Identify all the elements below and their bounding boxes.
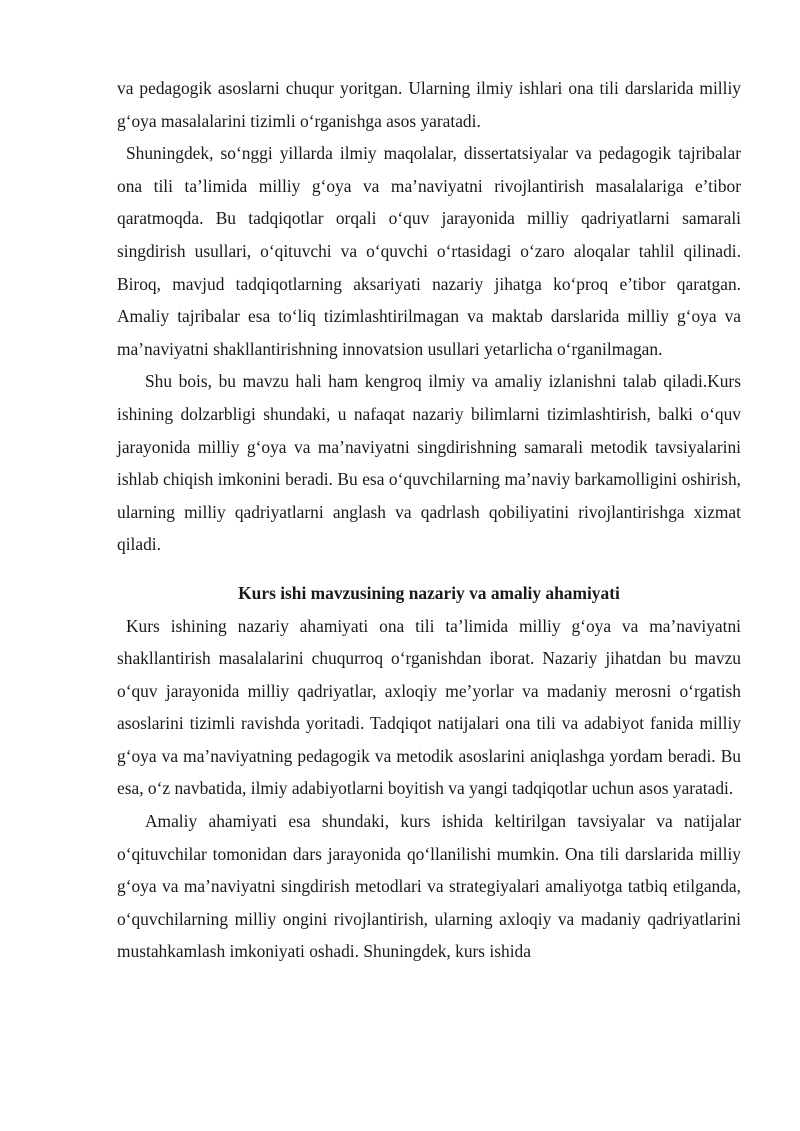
paragraph-practical-significance: Amaliy ahamiyati esa shundaki, kurs ishida keltirilgan tavsiyalar va natijalar o‘qituvchilar tomonidan dars jarayonida qo‘llanilishi mumkin. Ona tili darslarida milliy g‘oya va ma’naviyatni singdirish metodlari va strategiyalari amaliyotga tatbiq etilganda, o‘quvchilarning milliy ongini rivojlantirish, ularning axloqiy va madaniy qadriyatlarini mustahkamlash imkoniyati oshadi. Shuningdek, kurs ishida (117, 811, 741, 962)
paragraph-theoretical-significance: Kurs ishining nazariy ahamiyati ona tili ta’limida milliy g‘oya va ma’naviyatni shakllantirish masalalarini chuqurroq o‘rganishdan iborat. Nazariy jihatdan bu mavzu o‘quv jarayonida milliy qadriyatlar, axloqiy me’yorlar va madaniy merosni o‘rgatish asoslarini tizimli ravishda yoritadi. Tadqiqot natijalari ona tili va adabiyot fanida milliy g‘oya va ma’naviyatning pedagogik va metodik asoslarini aniqlashga yordam beradi. Bu esa, o‘z navbatida, ilmiy adabiyotlarni boyitish va yangi tadqiqotlar uchun asos yaratadi. (117, 615, 741, 799)
paragraph-literature-review: Shuningdek, so‘nggi yillarda ilmiy maqolalar, dissertatsiyalar va pedagogik tajribalar ona tili ta’limida milliy g‘oya va ma’naviyatni rivojlantirish masalalariga e’tibor qaratmoqda. Bu tadqiqotlar orqali o‘quv jarayonida milliy qadriyatlarni samarali singdirish usullari, o‘qituvchi va o‘quvchi o‘rtasidagi o‘zaro aloqalar tahlil qilinadi. Biroq, mavjud tadqiqotlarning aksariyati nazariy jihatga ko‘proq e’tibor qaratgan. Amaliy tajribalar esa to‘liq tizimlashtirilmagan va maktab darslarida milliy g‘oya va ma’naviyatni shakllantirishning innovatsion usullari yetarlicha o‘rganilmagan. (117, 143, 741, 359)
paragraph-continuation: va pedagogik asoslarni chuqur yoritgan. Ularning ilmiy ishlari ona tili darslarida milliy g‘oya masalalarini tizimli o‘rganishga asos yaratadi. (117, 78, 741, 131)
document-page (117, 72, 741, 968)
paragraph-relevance: Shu bois, bu mavzu hali ham kengroq ilmiy va amaliy izlanishni talab qiladi.Kurs ishining dolzarbligi shundaki, u nafaqat nazariy bilimlarni tizimlashtirish, balki o‘quv jarayonida milliy g‘oya va ma’naviyatni singdirishning samarali metodik tavsiyalarini ishlab chiqish imkonini beradi. Bu esa o‘quvchilarning ma’naviy barkamolligini oshirish, ularning milliy qadriyatlarni anglash va qadrlash qobiliyatini rivojlantirishga xizmat qiladi. (117, 371, 741, 555)
section-heading: Kurs ishi mavzusining nazariy va amaliy ahamiyati (238, 582, 620, 603)
